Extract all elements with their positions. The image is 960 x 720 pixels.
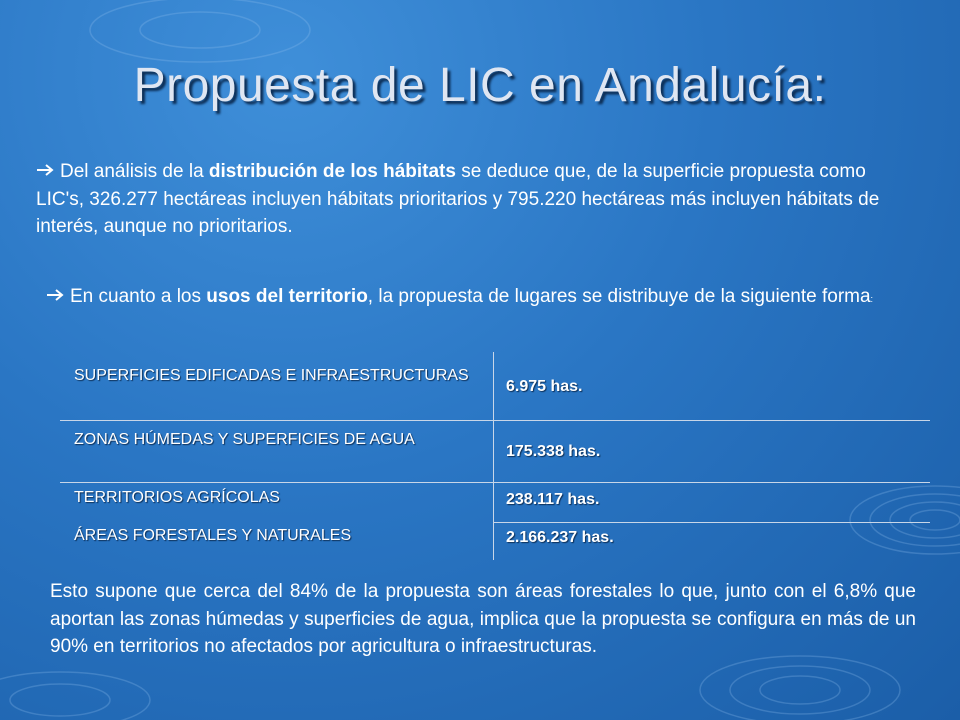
table-row-value: 175.338 has.: [506, 443, 601, 460]
land-use-table: [60, 352, 930, 560]
paragraph-land-use-intro: En cuanto a los: [70, 286, 207, 307]
paragraph-land-use: [46, 283, 922, 314]
arrow-right-icon: [36, 158, 54, 186]
paragraph-land-use-rest: , la propuesta de lugares se distribuye de la siguiente forma: [367, 286, 871, 307]
table-row-divider: [60, 420, 930, 421]
table-row-value: 238.117 has.: [506, 491, 600, 508]
paragraph-conclusion: Esto supone que cerca del 84% de la propuesta son áreas forestales lo que, junto con el 6,8% que aportan las zonas húmedas y superficies de agua, implica que la propuesta se configura en más de un 90% en territorios no afectados por agricultura o infraestructuras.: [50, 581, 916, 657]
paragraph-habitats-rest: se deduce que, de la superficie propuesta como LIC's, 326.277 hectáreas incluyen hábitats prioritarios y 795.220 hectáreas más incluyen hábitats de interés, aunque no prioritarios.: [36, 161, 880, 237]
paragraph-habitats: [36, 158, 916, 241]
paragraph-habitats-intro: Del análisis de la: [60, 161, 209, 182]
table-row-category: ZONAS HÚMEDAS Y SUPERFICIES DE AGUA: [74, 431, 415, 448]
paragraph-land-use-colon: :: [870, 294, 874, 304]
table-row-value: 2.166.237 has.: [506, 529, 614, 546]
slide-title: Propuesta de LIC en Andalucía:: [133, 59, 827, 112]
table-row-category: TERRITORIOS AGRÍCOLAS: [74, 489, 280, 506]
paragraph-land-use-bold: usos del territorio: [206, 286, 368, 307]
paragraph-habitats-bold: distribución de los hábitats: [208, 161, 456, 182]
table-row-value: 6.975 has.: [506, 378, 583, 395]
table-column-divider: [493, 352, 494, 560]
table-row-category: ÁREAS FORESTALES Y NATURALES: [74, 527, 352, 544]
table-row-category: SUPERFICIES EDIFICADAS E INFRAESTRUCTURAS: [74, 367, 469, 384]
table-row-divider: [60, 482, 930, 483]
arrow-right-icon: [46, 283, 64, 311]
table-row-divider: [493, 522, 930, 523]
